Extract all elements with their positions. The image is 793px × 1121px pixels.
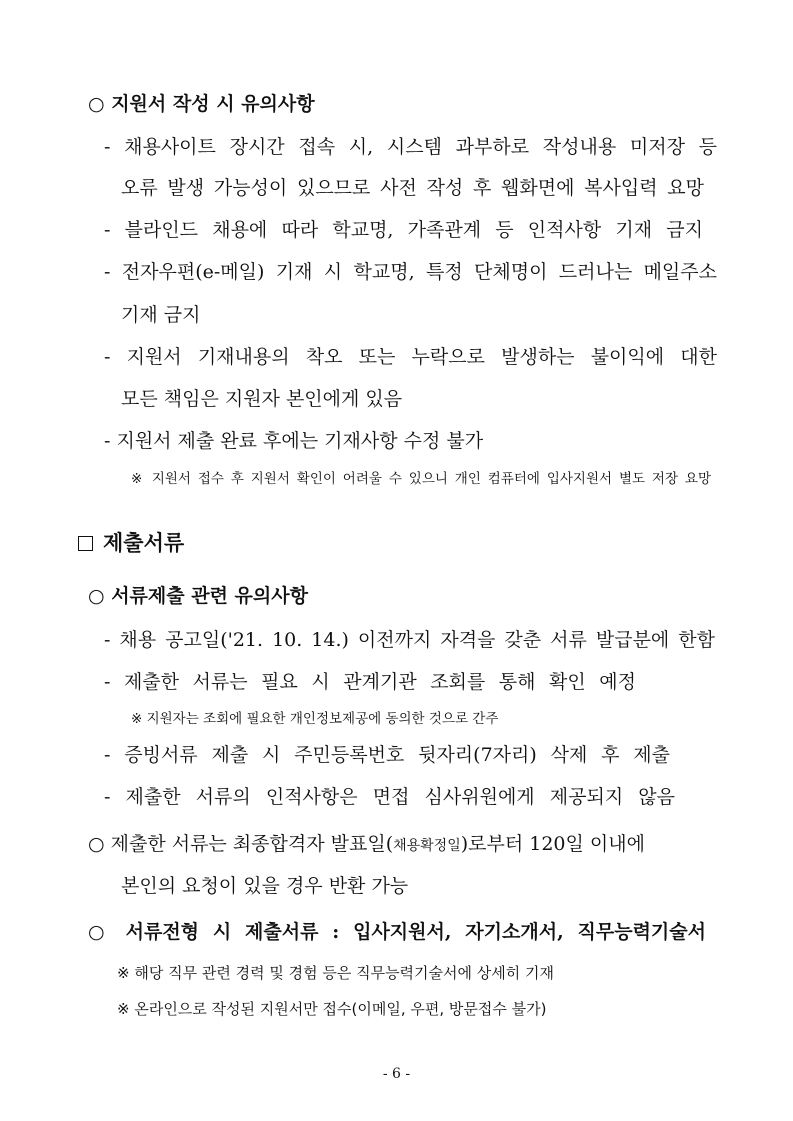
list-item: - 채용사이트 장시간 접속 시, 시스템 과부하로 작성내용 미저장 등 <box>104 136 717 158</box>
list-item: - 제출한 서류의 인적사항은 면접 심사위원에게 제공되지 않음 <box>104 786 675 808</box>
list-item: 모든 책임은 지원자 본인에게 있음 <box>121 388 403 410</box>
section-title-text: 제출서류 <box>103 530 185 555</box>
list-item: - 제출한 서류는 필요 시 관계기관 조회를 통해 확인 예정 <box>104 671 636 693</box>
note: ※ 지원서 접수 후 지원서 확인이 어려울 수 있으니 개인 컴퓨터에 입사지원서 별도 저장 요망 <box>131 471 711 487</box>
note: ※ 지원자는 조회에 필요한 개인정보제공에 동의한 것으로 간주 <box>131 711 499 727</box>
list-item: - 채용 공고일('21. 10. 14.) 이전까지 자격을 갖춘 서류 발급분에 한함 <box>104 629 715 651</box>
return-info-line-2: 본인의 요청이 있을 경우 반환 가능 <box>121 875 409 897</box>
list-item: - 증빙서류 제출 시 주민등록번호 뒷자리(7자리) 삭제 후 제출 <box>104 744 670 766</box>
page-number: - 6 - <box>382 1066 411 1082</box>
list-item: - 블라인드 채용에 따라 학교명, 가족관계 등 인적사항 기재 금지 <box>104 219 703 241</box>
note: ※ 온라인으로 작성된 지원서만 접수(이메일, 우편, 방문접수 불가) <box>117 1000 547 1018</box>
list-item: - 지원서 제출 완료 후에는 기재사항 수정 불가 <box>104 430 484 452</box>
list-item: 오류 발생 가능성이 있으므로 사전 작성 후 웹화면에 복사입력 요망 <box>121 177 704 199</box>
return-info-line <box>88 832 716 858</box>
list-item: 기재 금지 <box>121 304 201 326</box>
section-heading-application-notes: ○ 지원서 작성 시 유의사항 <box>88 93 315 115</box>
note: ※ 해당 직무 관련 경력 및 경험 등은 직무능력기술서에 상세히 기재 <box>117 964 554 982</box>
list-item: - 지원서 기재내용의 착오 또는 누락으로 발생하는 불이익에 대한 <box>104 346 717 368</box>
subsection-heading: ○ 서류전형 시 제출서류 : 입사지원서, 자기소개서, 직무능력기술서 <box>88 921 706 943</box>
list-item: - 전자우편(e-메일) 기재 시 학교명, 특정 단체명이 드러나는 메일주소 <box>104 261 717 283</box>
section-title <box>78 531 184 555</box>
return-info-text: ○ 제출한 서류는 최종합격자 발표일(채용확정일)로부터 120일 이내에 <box>88 833 645 855</box>
subsection-heading: ○ 서류제출 관련 유의사항 <box>88 585 308 607</box>
checkbox-square-icon <box>78 536 93 551</box>
